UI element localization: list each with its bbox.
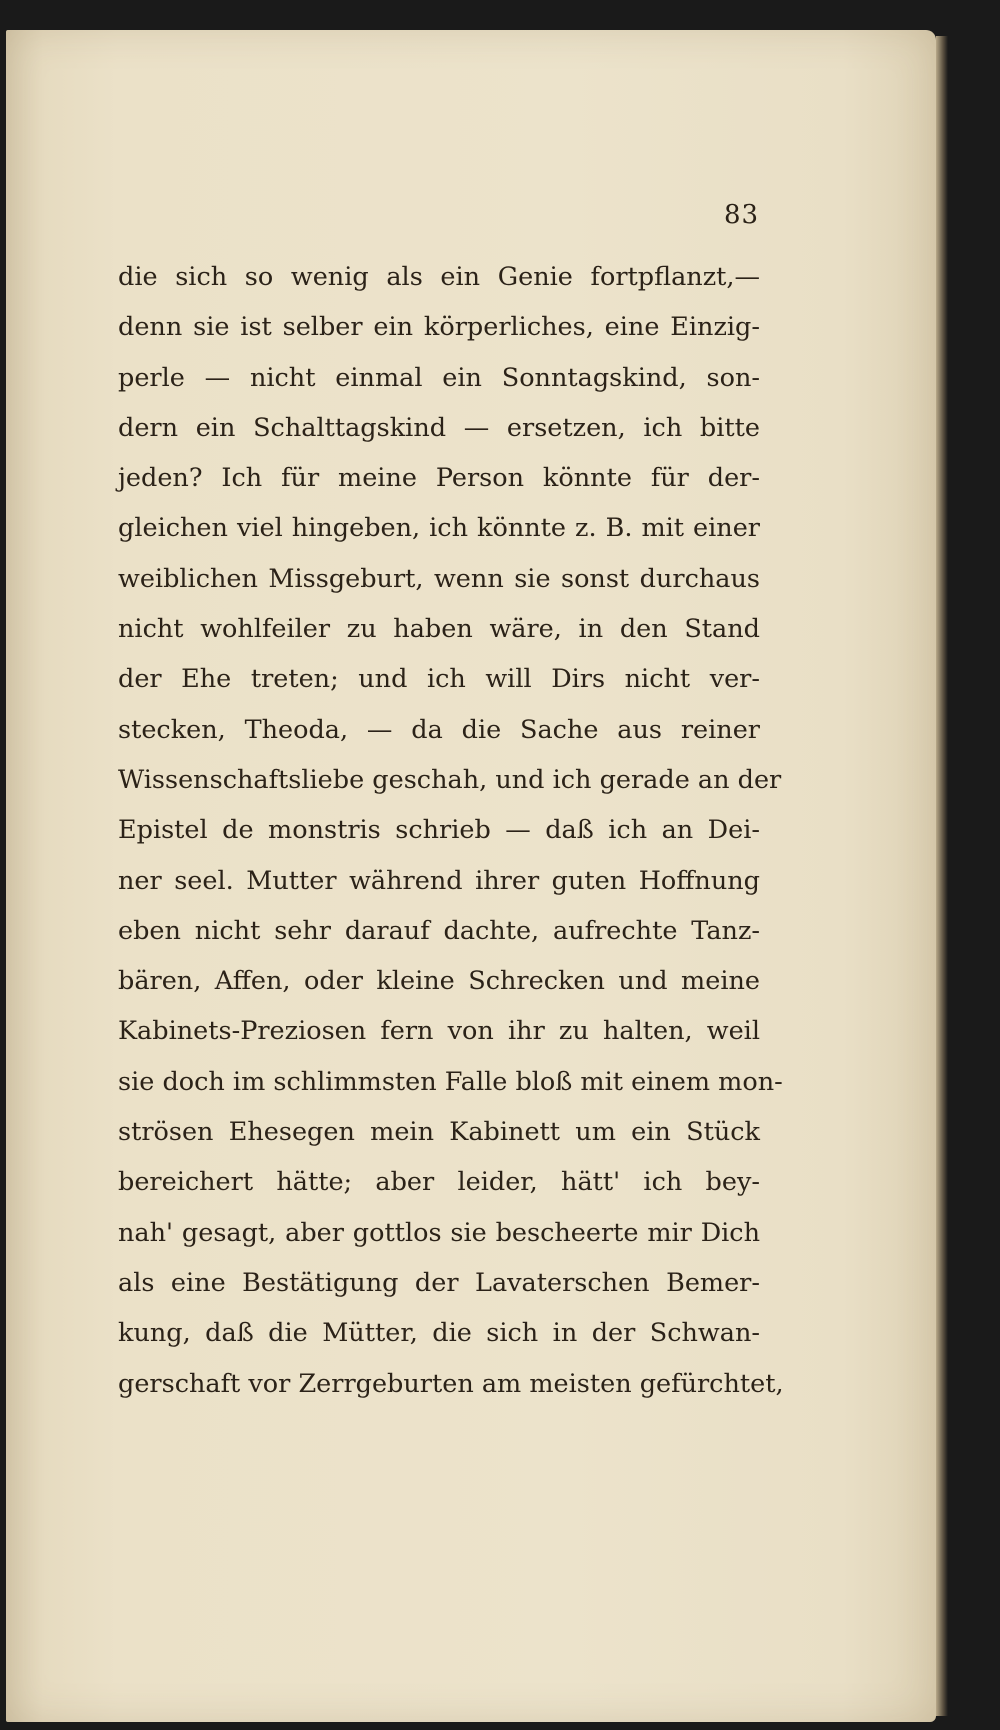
text-line: bereichert hätte; aber leider, hätt' ich bey- xyxy=(118,1167,760,1198)
text-line: eben nicht sehr darauf dachte, aufrechte Tanz- xyxy=(118,915,760,946)
text-line: nah' gesagt, aber gottlos sie bescheerte mir Dich xyxy=(118,1217,760,1248)
text-line: gerschaft vor Zerrgeburten am meisten gefürchtet, xyxy=(118,1368,784,1399)
text-line: ner seel. Mutter während ihrer guten Hoffnung xyxy=(118,865,760,896)
text-line: gleichen viel hingeben, ich könnte z. B. mit einer xyxy=(118,513,760,544)
text-line: Epistel de monstris schrieb — daß ich an Dei- xyxy=(118,815,760,846)
text-line: der Ehe treten; und ich will Dirs nicht ver- xyxy=(118,664,760,695)
text-line: kung, daß die Mütter, die sich in der Schwan- xyxy=(118,1318,760,1349)
page-edge xyxy=(936,36,948,1716)
text-line: strösen Ehesegen mein Kabinett um ein Stück xyxy=(118,1117,760,1148)
text-line: Kabinets-Preziosen fern von ihr zu halten, weil xyxy=(118,1016,760,1047)
body-text xyxy=(118,252,784,1409)
text-line: nicht wohlfeiler zu haben wäre, in den Stand xyxy=(118,614,760,645)
text-line: sie doch im schlimmsten Falle bloß mit einem mon- xyxy=(118,1066,783,1097)
page-number: 83 xyxy=(724,200,760,230)
text-line: perle — nicht einmal ein Sonntagskind, son- xyxy=(118,362,760,393)
text-line: denn sie ist selber ein körperliches, eine Einzig- xyxy=(118,312,760,343)
text-line: weiblichen Missgeburt, wenn sie sonst durchaus xyxy=(118,563,760,594)
text-line: als eine Bestätigung der Lavaterschen Bemer- xyxy=(118,1267,760,1298)
text-line: stecken, Theoda, — da die Sache aus reiner xyxy=(118,714,760,745)
book-page xyxy=(6,30,936,1722)
text-line: bären, Affen, oder kleine Schrecken und meine xyxy=(118,966,760,997)
text-line: Wissenschaftsliebe geschah, und ich gerade an der xyxy=(118,764,782,795)
text-line: dern ein Schalttagskind — ersetzen, ich bitte xyxy=(118,412,760,443)
text-line: jeden? Ich für meine Person könnte für der- xyxy=(118,463,760,494)
text-line: die sich so wenig als ein Genie fortpflanzt,— xyxy=(118,262,760,292)
